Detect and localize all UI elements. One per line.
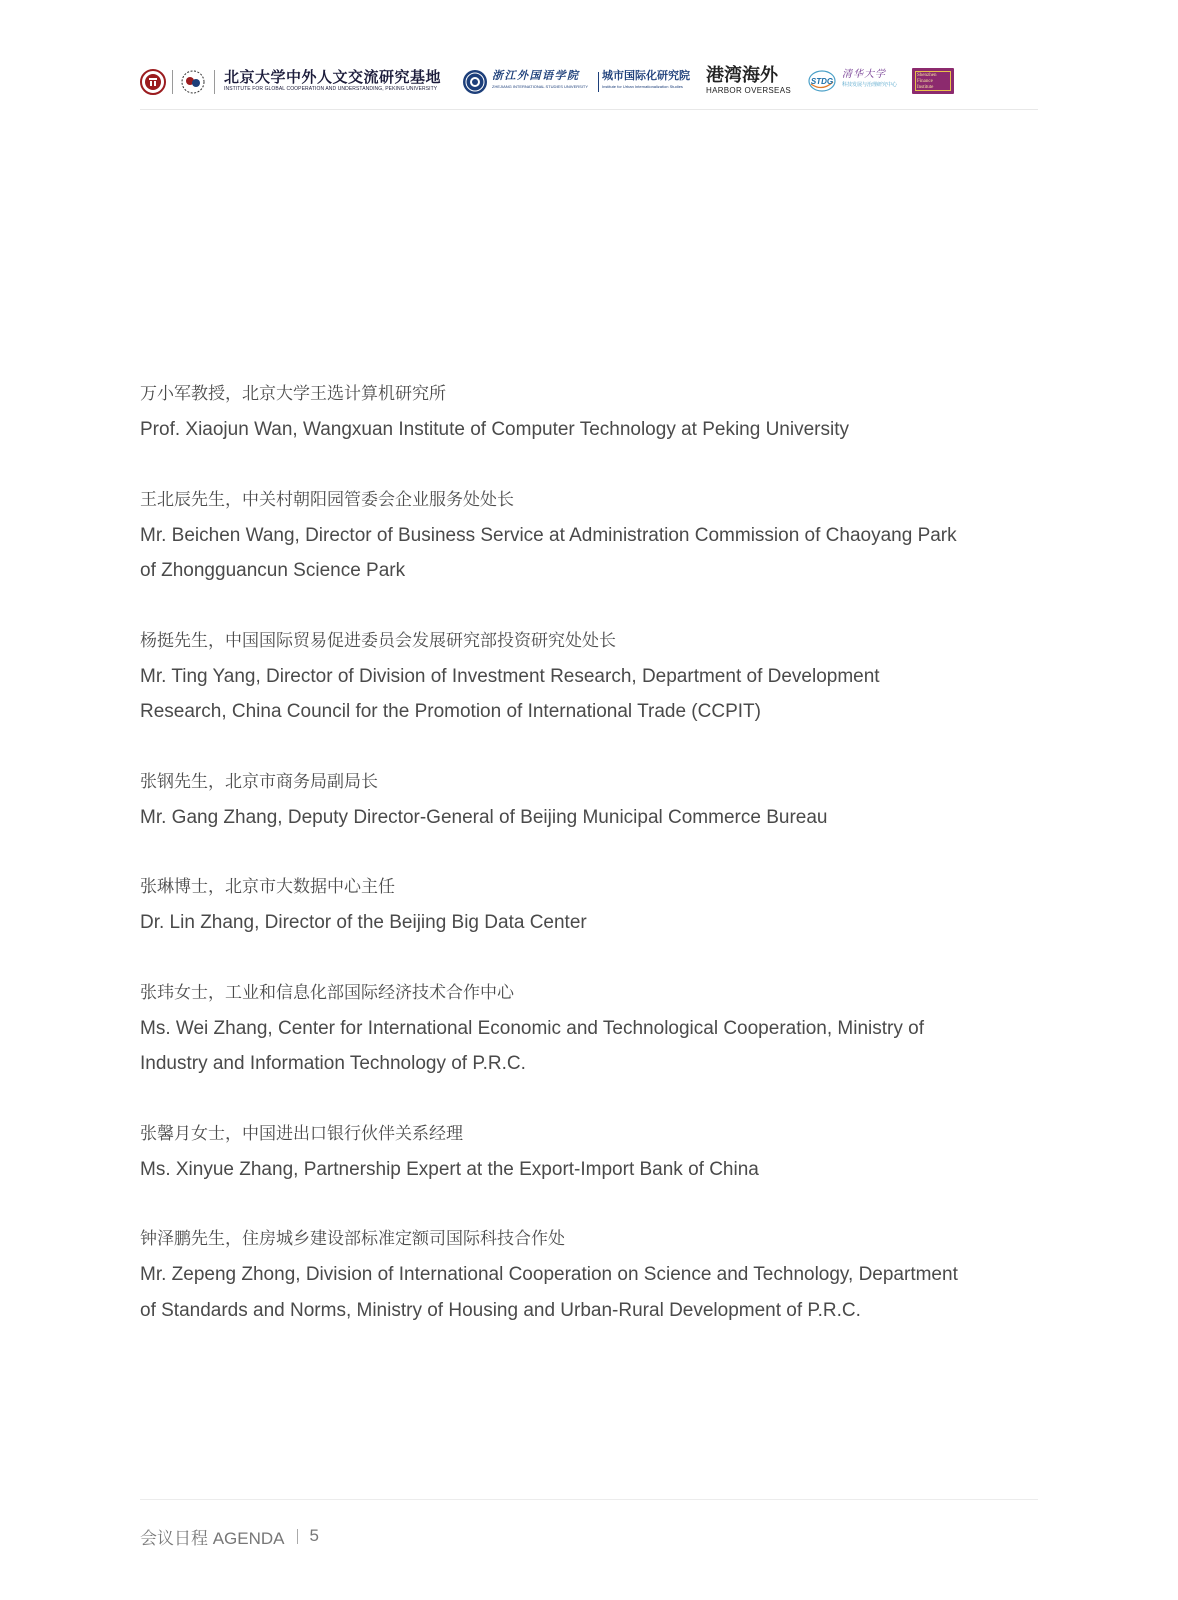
zisu-name-cn: 浙江外国语学院: [492, 69, 580, 82]
speaker-name-en: Dr. Lin Zhang, Director of the Beijing Big Data Center: [140, 912, 587, 933]
speaker-entry: [140, 483, 960, 589]
tsinghua-center-cn: 科技发展与治理研究中心: [842, 82, 898, 88]
page-number: 5: [309, 1526, 319, 1545]
szsi-label: Shenzhen Finance Institute: [915, 71, 951, 91]
speaker-list: [140, 377, 960, 1363]
speaker-name-cn: 王北辰先生，中关村朝阳园管委会企业服务处处长: [140, 489, 514, 510]
speaker-entry: [140, 1222, 960, 1328]
speaker-name-en: Mr. Ting Yang, Director of Division of Investment Research, Department of Development Research, China Council for the Promotion of International Trade (CCPIT): [140, 665, 880, 722]
zisu-logo: [492, 68, 598, 114]
speaker-entry: [140, 870, 960, 941]
speaker-name-cn: 张琳博士，北京市大数据中心主任: [140, 877, 395, 897]
tsinghua-logo: [842, 68, 906, 114]
stdg-label: STDG: [810, 77, 834, 86]
speaker-name-en: Ms. Wei Zhang, Center for International Economic and Technological Cooperation, Ministry of Industry and Information Technology of P.R.C.: [140, 1017, 924, 1074]
speaker-name-en: Mr. Zepeng Zhong, Division of International Cooperation on Science and Technology, Department of Standards and Norms, Ministry of Housing and Urban-Rural Development of P.R.C.: [140, 1264, 958, 1321]
speaker-name-cn: 杨挺先生，中国国际贸易促进委员会发展研究部投资研究处处长: [140, 630, 616, 651]
harbor-overseas-logo: [706, 66, 796, 112]
logo-divider: [172, 70, 173, 94]
zisu-seal-icon: [462, 69, 488, 95]
harbor-name-en: HARBOR OVERSEAS: [706, 86, 791, 95]
header-divider: [140, 109, 1038, 110]
speaker-entry: [140, 1117, 960, 1188]
speaker-entry: [140, 765, 960, 836]
speaker-name-en: Ms. Xinyue Zhang, Partnership Expert at the Export-Import Bank of China: [140, 1158, 759, 1180]
speaker-name-cn: 万小军教授，北京大学王选计算机研究所: [140, 384, 446, 404]
zisu-name-en: ZHEJIANG INTERNATIONAL STUDIES UNIVERSITY: [492, 84, 589, 89]
header-logo-strip: [140, 62, 1040, 108]
logo-divider: [598, 72, 599, 92]
page-footer: [140, 1524, 319, 1548]
footer-separator: [297, 1529, 298, 1544]
logo-divider: [214, 70, 215, 94]
speaker-name-cn: 张玮女士，工业和信息化部国际经济技术合作中心: [140, 982, 514, 1003]
footer-divider: [140, 1499, 1038, 1500]
harbor-name-cn: 港湾海外: [706, 65, 778, 86]
pku-igcu-name-en: INSTITUTE FOR GLOBAL COOPERATION AND UNDERSTANDING, PEKING UNIVERSITY: [224, 86, 438, 92]
shenzhen-finance-institute-logo: [912, 68, 954, 94]
uiis-name-cn: 城市国际化研究院: [602, 69, 690, 82]
speaker-name-en: Mr. Gang Zhang, Deputy Director-General of Beijing Municipal Commerce Bureau: [140, 806, 828, 828]
speaker-name-cn: 张馨月女士，中国进出口银行伙伴关系经理: [140, 1123, 463, 1144]
footer-section-title: 会议日程 AGENDA: [140, 1528, 285, 1548]
tsinghua-name-cn: 清华大学: [842, 69, 886, 80]
pku-igcu-name-cn: 北京大学中外人文交流研究基地: [224, 68, 442, 86]
uiis-name-en: Institute for Urban Internationalization Studies: [602, 84, 683, 89]
uiis-logo: [602, 68, 698, 114]
peking-university-seal-icon: [140, 69, 166, 95]
speaker-entry: [140, 377, 960, 448]
speaker-entry: [140, 976, 960, 1082]
igcu-circle-icon: [180, 69, 206, 95]
speaker-name-en: Mr. Beichen Wang, Director of Business Service at Administration Commission of Chaoyang Park of Zhongguancun Science Park: [140, 524, 957, 581]
speaker-name-cn: 张钢先生，北京市商务局副局长: [140, 771, 378, 792]
pku-igcu-logo: [224, 68, 446, 114]
stdg-logo-icon: [808, 68, 836, 94]
speaker-name-cn: 钟泽鹏先生，住房城乡建设部标准定额司国际科技合作处: [140, 1229, 565, 1249]
speaker-name-en: Prof. Xiaojun Wan, Wangxuan Institute of Computer Technology at Peking University: [140, 419, 849, 440]
speaker-entry: [140, 624, 960, 730]
